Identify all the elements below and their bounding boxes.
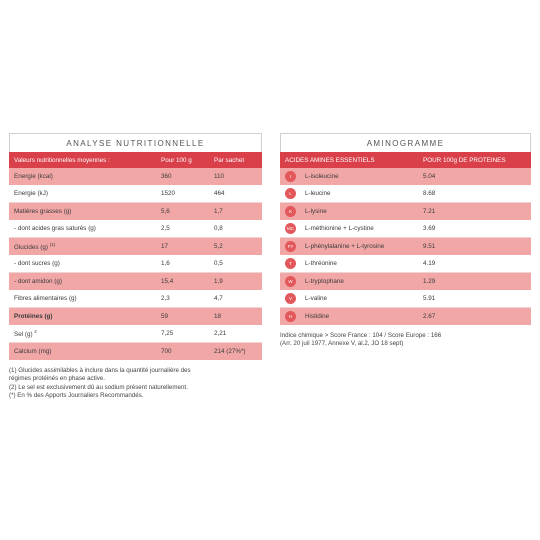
amino-value: 5.91 [418, 290, 531, 308]
per100-value: 2,3 [156, 290, 209, 308]
amino-acid-name: Histidine [305, 312, 330, 320]
amino-acid-name: L-tryptophane [305, 277, 344, 285]
amino-acid-icon: V [285, 293, 296, 304]
nutrient-label: - dont acides gras saturés (g) [9, 220, 156, 238]
amino-row [280, 168, 531, 185]
sachet-value: 2,21 [209, 325, 262, 343]
amino-name-cell [280, 255, 418, 273]
per100-value: 7,25 [156, 325, 209, 343]
nutrient-label: Fibres alimentaires (g) [9, 290, 156, 308]
nutrition-row [9, 168, 262, 185]
amino-acid-icon: K [285, 206, 296, 217]
amino-name-cell [280, 290, 418, 308]
nutrient-label: - dont amidon (g) [9, 273, 156, 291]
sachet-value: 5,2 [209, 238, 262, 256]
sachet-value: 464 [209, 185, 262, 203]
sachet-value: 4,7 [209, 290, 262, 308]
nutrition-footnotes [9, 367, 262, 401]
nutrient-label: Calcium (mg) [9, 343, 156, 361]
per100-value: 360 [156, 168, 209, 185]
nutrition-row [9, 185, 262, 203]
sachet-value: 0,8 [209, 220, 262, 238]
per100-value: 17 [156, 238, 209, 256]
amino-panel [280, 133, 531, 349]
amino-row [280, 185, 531, 203]
amino-acid-name: L-isoleucine [305, 172, 339, 180]
sachet-value: 0,5 [209, 255, 262, 273]
nutrition-header-label: Valeurs nutritionnelles moyennes : [9, 152, 156, 168]
amino-row [280, 220, 531, 238]
nutrition-title: ANALYSE NUTRITIONNELLE [9, 133, 262, 152]
nutrition-row [9, 255, 262, 273]
nutrient-label: Energie (kcal) [9, 168, 156, 185]
amino-acid-icon: FY [285, 241, 296, 252]
amino-footnotes [280, 332, 531, 349]
nutrition-row [9, 220, 262, 238]
amino-value: 3.69 [418, 220, 531, 238]
amino-name-cell [280, 168, 418, 185]
nutrient-label: Energie (kJ) [9, 185, 156, 203]
nutrition-row [9, 238, 262, 256]
sachet-value: 18 [209, 308, 262, 326]
sachet-value: 110 [209, 168, 262, 185]
amino-note-line: Indice chimique > Score France : 104 / Score Europe : 166 [280, 331, 442, 339]
nutrition-row [9, 203, 262, 221]
sachet-value: 1,9 [209, 273, 262, 291]
per100-value: 59 [156, 308, 209, 326]
amino-acid-name: L-valine [305, 295, 328, 303]
amino-acid-icon: W [285, 276, 296, 287]
amino-row [280, 238, 531, 256]
nutrient-label: Protéines (g) [9, 308, 156, 326]
footnote-ref: (1) [49, 241, 56, 247]
nutrition-rows [9, 168, 262, 360]
amino-value: 9.51 [418, 238, 531, 256]
footnote-line: (1) Glucides assimilables à inclure dans la quantité journalière des [9, 366, 191, 374]
nutrition-panel [9, 133, 262, 401]
footnote-line: régimes protéinés en phase active. [9, 375, 105, 383]
amino-acid-name: L-thréonine [305, 260, 337, 268]
amino-rows [280, 168, 531, 325]
amino-name-cell [280, 185, 418, 203]
per100-value: 1,6 [156, 255, 209, 273]
amino-value: 8.68 [418, 185, 531, 203]
footnote-line: (*) En % des Apports Journaliers Recommandés. [9, 392, 144, 400]
amino-header-row [280, 152, 531, 168]
nutrient-label: Matières grasses (g) [9, 203, 156, 221]
per100-value: 5,6 [156, 203, 209, 221]
footnote-line: (2) Le sel est exclusivement dû au sodium présent naturellement. [9, 383, 188, 391]
per100-value: 2,5 [156, 220, 209, 238]
per100-value: 1520 [156, 185, 209, 203]
amino-row [280, 255, 531, 273]
nutrition-header-sachet: Par sachet [209, 152, 262, 168]
nutrition-row [9, 308, 262, 326]
nutrient-label: Glucides (g) $^{(1)}$ [9, 238, 156, 256]
amino-acid-icon: T [285, 258, 296, 269]
amino-name-cell [280, 308, 418, 326]
amino-acid-name: L-lysine [305, 207, 327, 215]
amino-table [280, 152, 531, 326]
nutrient-label: Sel (g) $^2$ [9, 325, 156, 343]
nutrient-label: - dont sucres (g) [9, 255, 156, 273]
nutrition-row [9, 273, 262, 291]
amino-acid-name: L-leucine [305, 190, 331, 198]
nutrition-row [9, 325, 262, 343]
amino-row [280, 290, 531, 308]
amino-value: 1.29 [418, 273, 531, 291]
amino-acid-icon: L [285, 188, 296, 199]
amino-name-cell [280, 238, 418, 256]
amino-row [280, 273, 531, 291]
nutrition-header-per100: Pour 100 g [156, 152, 209, 168]
footnote-ref: 2 [34, 329, 37, 335]
nutrition-row [9, 343, 262, 361]
sachet-value: 214 (27%*) [209, 343, 262, 361]
amino-acid-icon: H [285, 311, 296, 322]
nutrition-row [9, 290, 262, 308]
amino-note-line: (Arr. 20 juil 1977, Annexe V, al.2, JO 18 sept) [280, 340, 404, 348]
amino-row [280, 308, 531, 326]
nutrition-table [9, 152, 262, 361]
amino-value: 2.67 [418, 308, 531, 326]
amino-header-name: ACIDES AMINES ESSENTIELS [280, 152, 418, 168]
amino-acid-name: L-méthionine + L-cystine [305, 225, 374, 233]
amino-row [280, 203, 531, 221]
amino-acid-name: L-phénylalanine + L-tyrosine [305, 242, 385, 250]
amino-name-cell [280, 273, 418, 291]
amino-name-cell [280, 220, 418, 238]
nutrition-header-row [9, 152, 262, 168]
amino-value: 5.04 [418, 168, 531, 185]
amino-acid-icon: I [285, 171, 296, 182]
amino-value: 4.19 [418, 255, 531, 273]
sachet-value: 1,7 [209, 203, 262, 221]
amino-acid-icon: MC [285, 223, 296, 234]
amino-name-cell [280, 203, 418, 221]
amino-header-value: POUR 100g DE PROTEINES [418, 152, 531, 168]
per100-value: 700 [156, 343, 209, 361]
amino-title: AMINOGRAMME [280, 133, 531, 152]
per100-value: 15,4 [156, 273, 209, 291]
amino-value: 7.21 [418, 203, 531, 221]
